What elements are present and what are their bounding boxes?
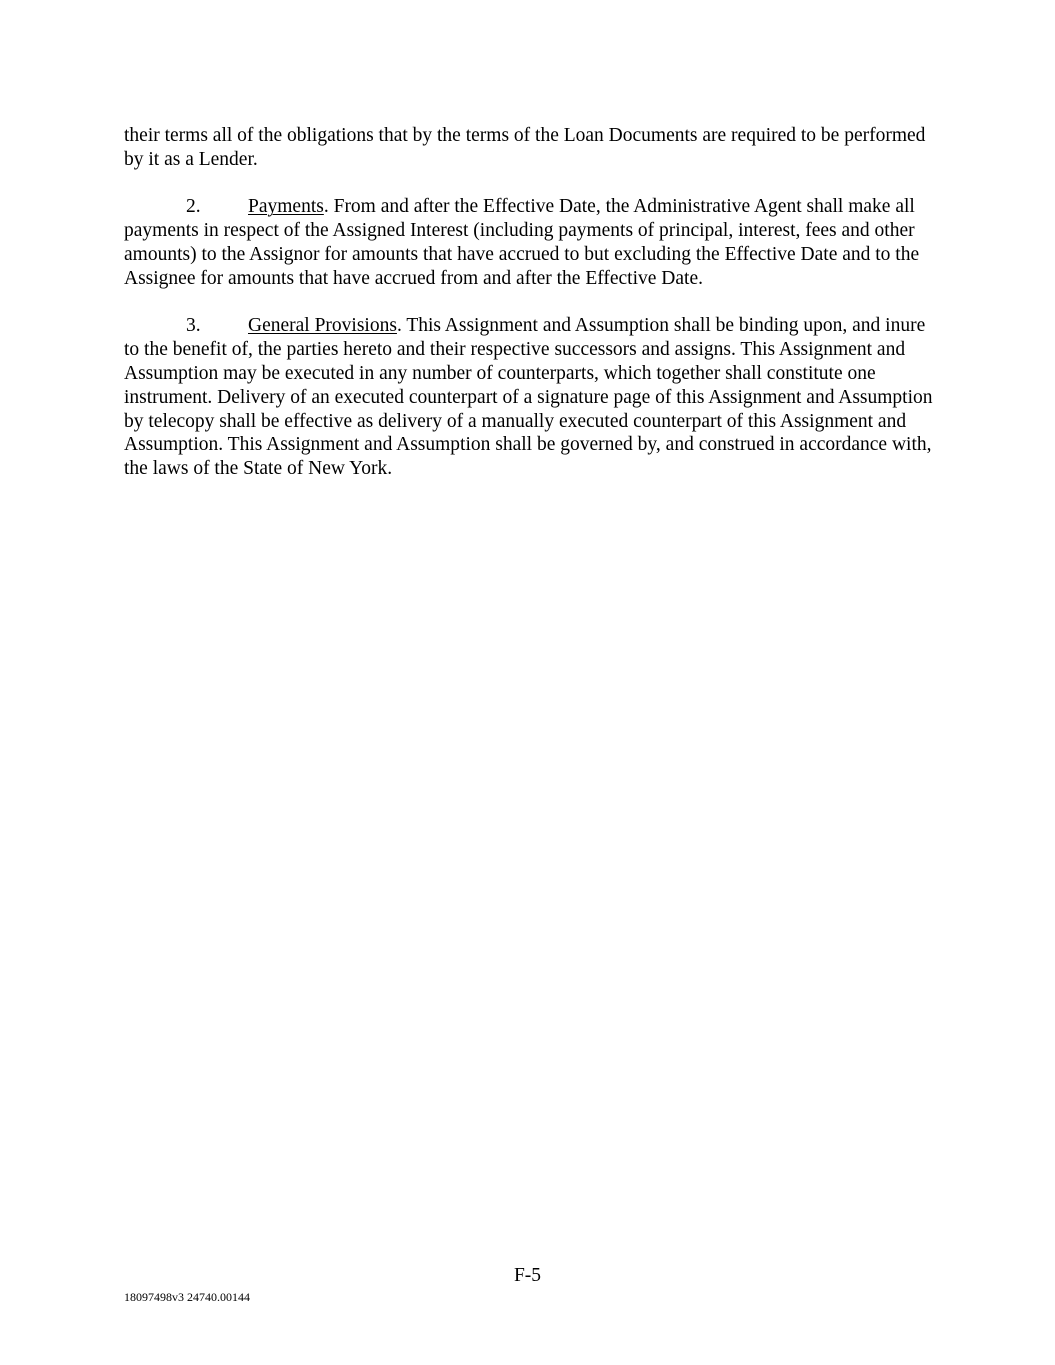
section-heading: General Provisions <box>248 315 397 337</box>
section-body: . This Assignment and Assumption shall be binding upon, and inure to the benefit of, the parties hereto and their respective successors and assigns. This Assignment and Assumption may be executed in any number of counterparts, which together shall constitute one instrument. Delivery of an executed counterpart of a signature page of this Assignment and Assumption by telecopy shall be effective as delivery of a manually executed counterpart of this Assignment and Assumption. This Assignment and Assumption shall be governed by, and construed in accordance with, the laws of the State of New York. <box>124 315 933 480</box>
document-id: 18097498v3 24740.00144 <box>124 1290 250 1304</box>
section-payments <box>124 195 934 290</box>
section-general-provisions <box>124 314 934 481</box>
section-heading: Payments <box>248 196 324 218</box>
section-number: 2. <box>186 196 201 218</box>
section-body: . From and after the Effective Date, the Administrative Agent shall make all payments in respect of the Assigned Interest (including payments of principal, interest, fees and other amounts) to the Assignor for amounts that have accrued to but excluding the Effective Date and to the Assignee for amounts that have accrued from and after the Effective Date. <box>124 196 920 289</box>
document-body <box>124 124 934 481</box>
section-number: 3. <box>186 315 201 337</box>
page-number: F-5 <box>513 1265 542 1286</box>
continuation-paragraph: their terms all of the obligations that by the terms of the Loan Documents are required to be performed by it as a Lender. <box>124 125 926 170</box>
